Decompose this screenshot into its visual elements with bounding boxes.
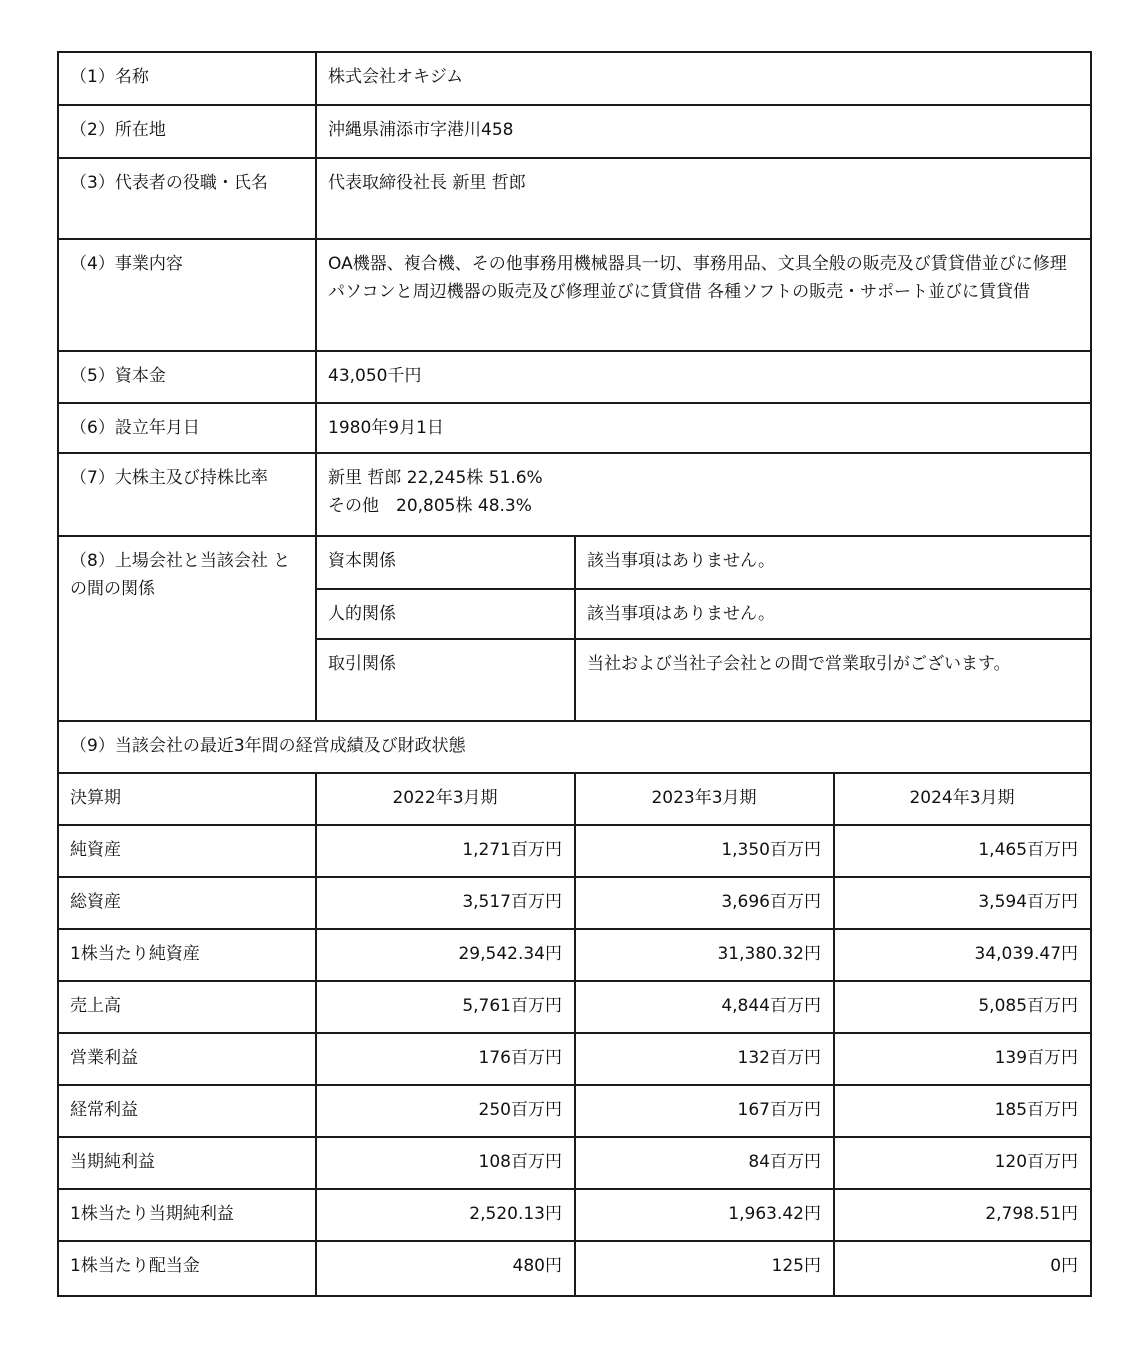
metric-value-2022: 5,761百万円 (316, 981, 575, 1033)
row-established (58, 403, 1091, 453)
period-2023: 2023年3月期 (575, 773, 834, 825)
metric-label: 営業利益 (58, 1033, 316, 1085)
row-operating-income (58, 1033, 1091, 1085)
label-capital: （5）資本金 (58, 351, 316, 403)
row-shareholders (58, 453, 1091, 536)
row-address (58, 105, 1091, 158)
period-2022: 2022年3月期 (316, 773, 575, 825)
relationship-value-personnel: 該当事項はありません。 (575, 589, 1091, 639)
shareholder-line-1: 新里 哲郎 22,245株 51.6% (328, 468, 543, 488)
metric-value-2022: 1,271百万円 (316, 825, 575, 877)
value-capital: 43,050千円 (316, 351, 1091, 403)
metric-value-2023: 1,350百万円 (575, 825, 834, 877)
metric-value-2022: 3,517百万円 (316, 877, 575, 929)
row-bps (58, 929, 1091, 981)
relationship-type-capital: 資本関係 (316, 536, 575, 589)
financials-title: （9）当該会社の最近3年間の経営成績及び財政状態 (58, 721, 1091, 773)
row-financials-title (58, 721, 1091, 773)
row-financials-header (58, 773, 1091, 825)
metric-label: 純資産 (58, 825, 316, 877)
metric-label: 1株当たり純資産 (58, 929, 316, 981)
shareholder-line-2: その他 20,805株 48.3% (328, 496, 532, 516)
row-capital (58, 351, 1091, 403)
metric-value-2023: 31,380.32円 (575, 929, 834, 981)
row-relationship-capital (58, 536, 1091, 589)
metric-label: 当期純利益 (58, 1137, 316, 1189)
metric-value-2022: 176百万円 (316, 1033, 575, 1085)
metric-value-2024: 1,465百万円 (834, 825, 1091, 877)
metric-value-2023: 132百万円 (575, 1033, 834, 1085)
metric-value-2022: 108百万円 (316, 1137, 575, 1189)
label-business: （4）事業内容 (58, 239, 316, 351)
metric-label: 1株当たり当期純利益 (58, 1189, 316, 1241)
value-established: 1980年9月1日 (316, 403, 1091, 453)
label-address: （2）所在地 (58, 105, 316, 158)
row-dividend (58, 1241, 1091, 1296)
metric-value-2023: 167百万円 (575, 1085, 834, 1137)
period-2024: 2024年3月期 (834, 773, 1091, 825)
value-name: 株式会社オキジム (316, 52, 1091, 105)
relationship-value-capital: 該当事項はありません。 (575, 536, 1091, 589)
label-shareholders: （7）大株主及び持株比率 (58, 453, 316, 536)
row-net-income (58, 1137, 1091, 1189)
relationship-value-transaction: 当社および当社子会社との間で営業取引がございます。 (575, 639, 1091, 721)
metric-value-2023: 4,844百万円 (575, 981, 834, 1033)
financials-header-label: 決算期 (58, 773, 316, 825)
value-address: 沖縄県浦添市字港川458 (316, 105, 1091, 158)
row-ordinary-income (58, 1085, 1091, 1137)
label-established: （6）設立年月日 (58, 403, 316, 453)
metric-value-2022: 2,520.13円 (316, 1189, 575, 1241)
metric-value-2023: 3,696百万円 (575, 877, 834, 929)
value-shareholders (316, 453, 1091, 536)
row-eps (58, 1189, 1091, 1241)
metric-value-2022: 250百万円 (316, 1085, 575, 1137)
metric-value-2024: 139百万円 (834, 1033, 1091, 1085)
row-net-assets (58, 825, 1091, 877)
value-representative: 代表取締役社長 新里 哲郎 (316, 158, 1091, 239)
row-name (58, 52, 1091, 105)
metric-value-2024: 5,085百万円 (834, 981, 1091, 1033)
metric-value-2023: 1,963.42円 (575, 1189, 834, 1241)
row-total-assets (58, 877, 1091, 929)
row-sales (58, 981, 1091, 1033)
relationship-type-personnel: 人的関係 (316, 589, 575, 639)
metric-value-2022: 480円 (316, 1241, 575, 1296)
row-business (58, 239, 1091, 351)
metric-label: 1株当たり配当金 (58, 1241, 316, 1296)
metric-value-2023: 125円 (575, 1241, 834, 1296)
metric-value-2024: 34,039.47円 (834, 929, 1091, 981)
metric-value-2022: 29,542.34円 (316, 929, 575, 981)
metric-value-2024: 3,594百万円 (834, 877, 1091, 929)
value-business: OA機器、複合機、その他事務用機械器具一切、事務用品、文具全般の販売及び賃貸借並びに修理 パソコンと周辺機器の販売及び修理並びに賃貸借 各種ソフトの販売・サポート並びに賃貸借 (316, 239, 1091, 351)
metric-label: 売上高 (58, 981, 316, 1033)
metric-label: 経常利益 (58, 1085, 316, 1137)
metric-value-2023: 84百万円 (575, 1137, 834, 1189)
metric-value-2024: 2,798.51円 (834, 1189, 1091, 1241)
metric-value-2024: 185百万円 (834, 1085, 1091, 1137)
row-representative (58, 158, 1091, 239)
company-overview-table (57, 51, 1092, 1297)
label-name: （1）名称 (58, 52, 316, 105)
label-representative: （3）代表者の役職・氏名 (58, 158, 316, 239)
metric-value-2024: 120百万円 (834, 1137, 1091, 1189)
metric-value-2024: 0円 (834, 1241, 1091, 1296)
relationship-type-transaction: 取引関係 (316, 639, 575, 721)
metric-label: 総資産 (58, 877, 316, 929)
label-relationship: （8）上場会社と当該会社 との間の関係 (58, 536, 316, 721)
